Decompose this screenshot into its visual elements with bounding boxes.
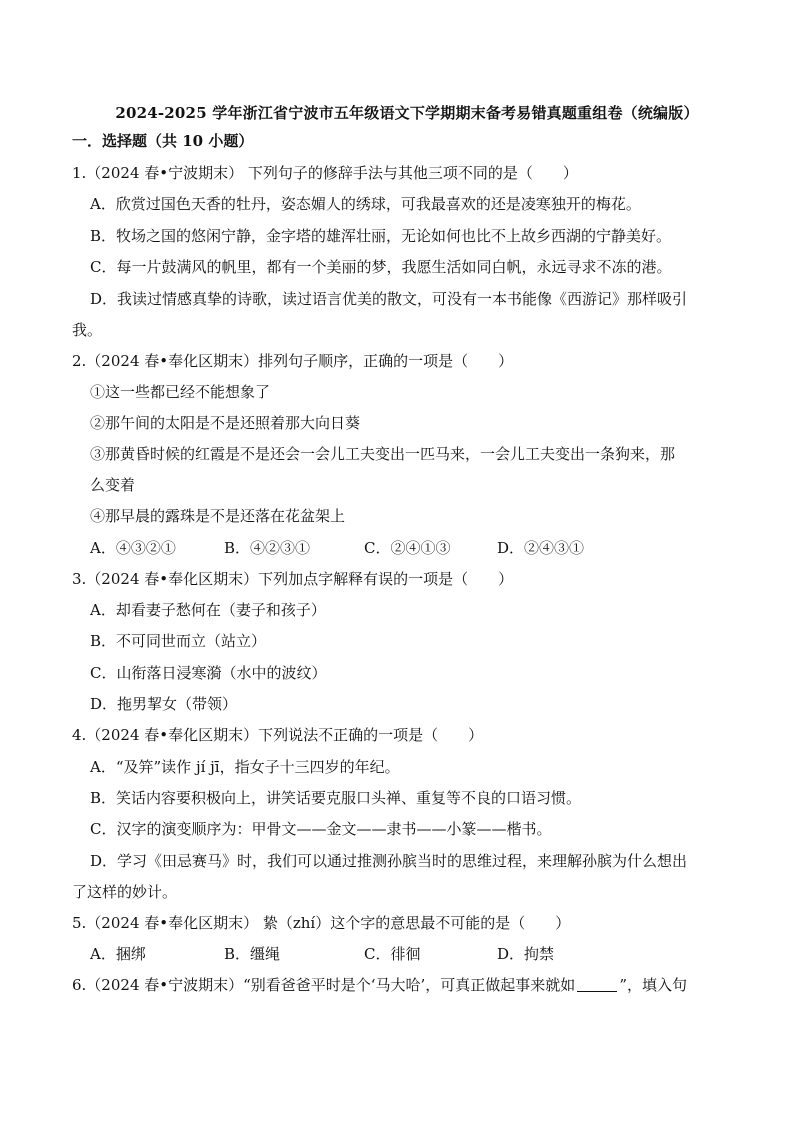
question-1-stem: 1.（2024 春•宁波期末） 下列句子的修辞手法与其他三项不同的是（ ） — [72, 164, 578, 182]
question-6-stem-end: ”，填入句 — [619, 976, 687, 994]
question-6-stem — [72, 975, 687, 995]
question-1-option-d-cont: 我。 — [72, 321, 103, 339]
question-2-sentence-3-cont: 么变着 — [90, 476, 136, 494]
question-5-option-d: D．拘禁 — [497, 945, 555, 963]
question-5-option-c: C．徘徊 — [364, 945, 421, 963]
page-title: 2024-2025 学年浙江省宁波市五年级语文下学期期末备考易错真题重组卷（统编版） — [115, 104, 699, 122]
question-1-option-a: A．欣赏过国色天香的牡丹，姿态媚人的绣球，可我最喜欢的还是凌寒独开的梅花。 — [90, 195, 641, 213]
answer-blank — [577, 977, 617, 992]
question-6-stem-start: 6.（2024 春•宁波期末）“别看爸爸平时是个‘马大哈’，可真正做起事来就如 — [72, 976, 576, 994]
question-2-sentence-2: ②那午间的太阳是不是还照着那大向日葵 — [90, 414, 361, 432]
question-5-option-b: B．缰绳 — [224, 945, 281, 963]
question-3-option-a: A．却看妻子愁何在（妻子和孩子） — [90, 601, 326, 619]
question-2-option-d: D．②④③① — [497, 539, 585, 557]
question-1-option-d: D．我读过情感真挚的诗歌，读过语言优美的散文，可没有一本书能像《西游记》那样吸引 — [90, 290, 688, 308]
question-3-option-d: D．拖男挈女（带领） — [90, 695, 238, 713]
question-4-option-d: D．学习《田忌赛马》时，我们可以通过推测孙膑当时的思维过程，来理解孙膑为什么想出 — [90, 852, 688, 870]
question-2-sentence-1: ①这一些都已经不能想象了 — [90, 383, 271, 401]
question-5-option-a: A．捆绑 — [90, 945, 146, 963]
question-2-stem: 2.（2024 春•奉化区期末）排列句子顺序，正确的一项是（ ） — [72, 352, 514, 370]
question-2-sentence-4: ④那早晨的露珠是不是还落在花盆架上 — [90, 507, 346, 525]
question-2-option-b: B．④②③① — [224, 539, 311, 557]
question-1-option-c: C．每一片鼓满风的帆里，都有一个美丽的梦，我愿生活如同白帆，永远寻求不冻的港。 — [90, 258, 672, 276]
question-4-option-a: A．“及笄”读作 jí jī，指女子十三四岁的年纪。 — [90, 758, 400, 776]
question-3-option-b: B．不可同世而立（站立） — [90, 632, 267, 650]
question-3-stem: 3.（2024 春•奉化区期末）下列加点字解释有误的一项是（ ） — [72, 570, 514, 588]
question-3-option-c: C．山衔落日浸寒漪（水中的波纹） — [90, 664, 327, 682]
section-heading: 一．选择题（共 10 小题） — [72, 132, 254, 150]
question-1-option-b: B．牧场之国的悠闲宁静，金字塔的雄浑壮丽，无论如何也比不上故乡西湖的宁静美好。 — [90, 227, 672, 245]
question-4-option-b: B．笑话内容要积极向上，讲笑话要克服口头禅、重复等不良的口语习惯。 — [90, 789, 582, 807]
question-4-option-c: C．汉字的演变顺序为：甲骨文——金文——隶书——小篆——楷书。 — [90, 820, 552, 838]
question-2-option-c: C．②④①③ — [364, 539, 451, 557]
question-4-stem: 4.（2024 春•奉化区期末）下列说法不正确的一项是（ ） — [72, 726, 484, 744]
question-2-sentence-3: ③那黄昏时候的红霞是不是还会一会儿工夫变出一匹马来，一会儿工夫变出一条狗来，那 — [90, 445, 676, 463]
question-5-stem: 5.（2024 春•奉化区期末） 絷（zhí）这个字的意思最不可能的是（ ） — [72, 914, 571, 932]
question-4-option-d-cont: 了这样的妙计。 — [72, 883, 178, 901]
question-2-option-a: A．④③②① — [90, 539, 176, 557]
